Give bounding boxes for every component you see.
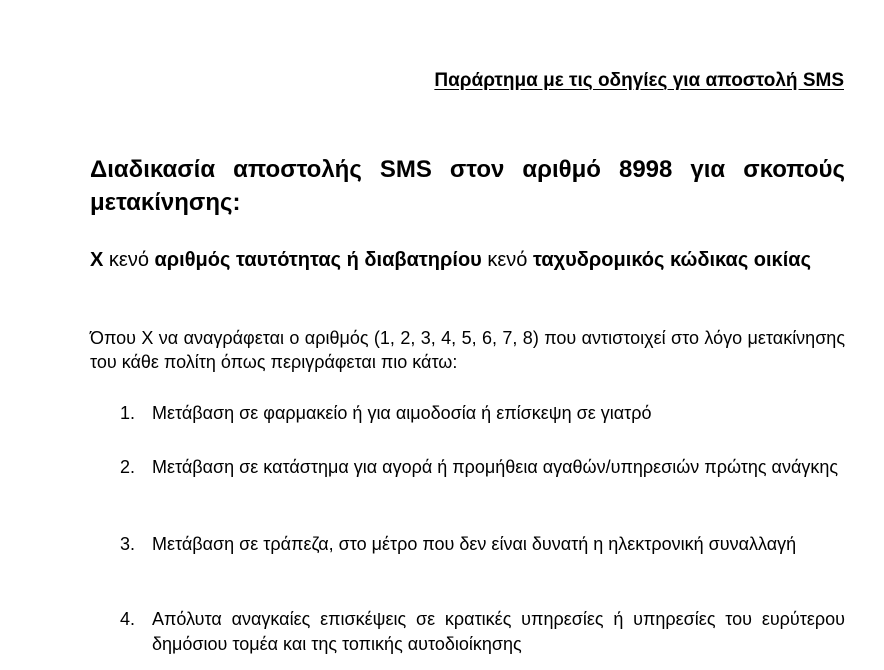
list-item	[120, 532, 845, 557]
list-item-text: Μετάβαση σε τράπεζα, στο μέτρο που δεν είναι δυνατή η ηλεκτρονική συναλλαγή	[152, 534, 797, 554]
format-postal-field: ταχυδρομικός κώδικας οικίας	[532, 249, 811, 271]
list-item-number: 2.	[120, 457, 136, 477]
format-code: Χ	[90, 249, 104, 271]
procedure-heading: Διαδικασία αποστολής SMS στον αριθμό 8998 για σκοπούς μετακίνησης:	[90, 156, 845, 216]
format-space-1: κενό	[108, 249, 149, 271]
list-item-text: Μετάβαση σε φαρμακείο ή για αιμοδοσία ή επίσκεψη σε γιατρό	[152, 403, 652, 423]
list-item	[120, 401, 845, 426]
annex-title: Παράρτημα με τις οδηγίες για αποστολή SMS	[434, 70, 844, 91]
list-item-text: Μετάβαση σε κατάστημα για αγορά ή προμήθεια αγαθών/υπηρεσιών πρώτης ανάγκης	[152, 457, 839, 477]
format-space-2: κενό	[487, 249, 528, 271]
list-item	[120, 607, 845, 657]
sms-format-line	[90, 246, 845, 274]
list-item-number: 3.	[120, 534, 136, 554]
format-id-field: αριθμός ταυτότητας ή διαβατηρίου	[154, 249, 482, 271]
list-item-number: 4.	[120, 609, 136, 629]
list-item-number: 1.	[120, 403, 136, 423]
explanation-paragraph: Όπου Χ να αναγράφεται ο αριθμός (1, 2, 3, 4, 5, 6, 7, 8) που αντιστοιχεί στο λόγο μετακίνησης του κάθε πολίτη όπως περιγράφεται πιο κάτω:	[90, 328, 845, 372]
list-item-text: Απόλυτα αναγκαίες επισκέψεις σε κρατικές υπηρεσίες ή υπηρεσίες του ευρύτερου δημόσιου τομέα και της τοπικής αυτοδιοίκησης	[152, 609, 845, 654]
list-item	[120, 455, 845, 480]
